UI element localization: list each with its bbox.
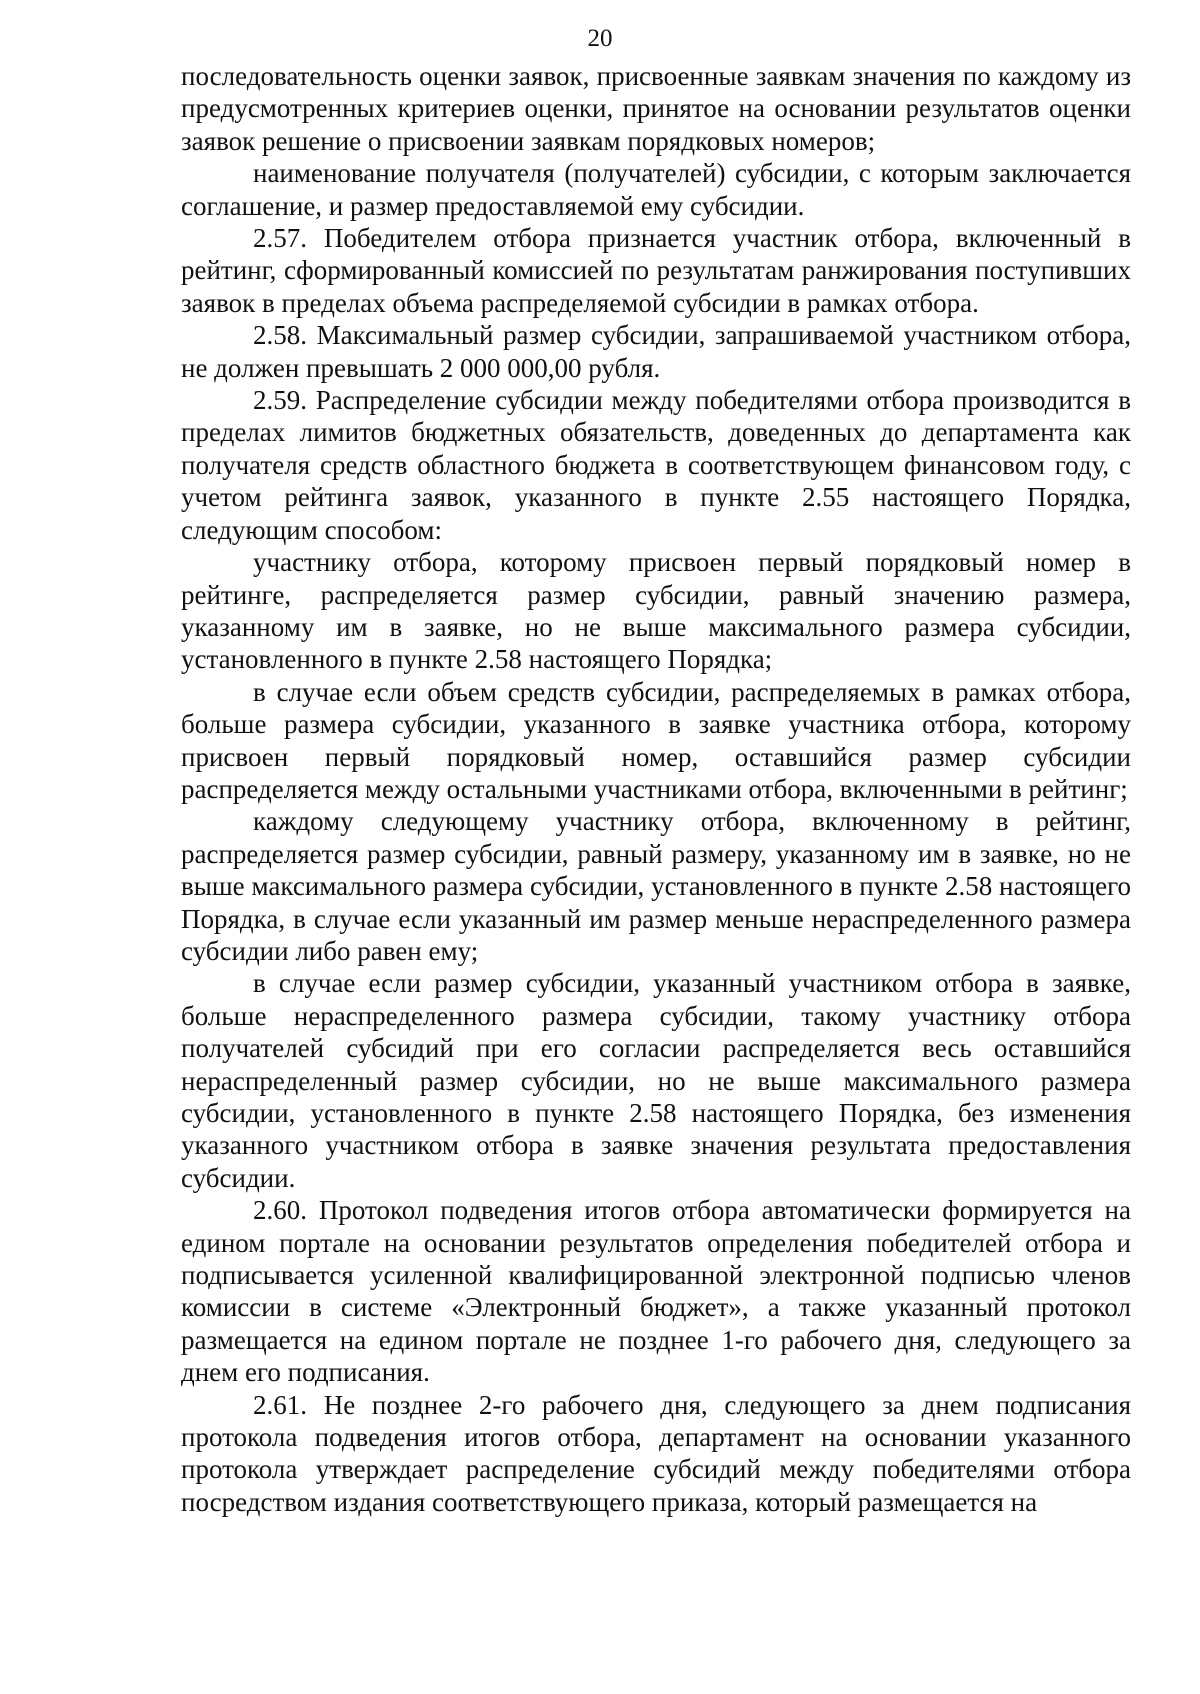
- paragraph-each-next-participant: каждому следующему участнику отбора, включенному в рейтинг, распределяется размер субсидии, равный размеру, указанному им в заявке, но не выше максимального размера субсидии, установленного в пункте 2.58 настоящего Порядка, в случае если указанный им размер меньше нераспределенного размера субсидии либо равен ему;: [181, 806, 1131, 966]
- paragraph-criteria-continuation: последовательность оценки заявок, присвоенные заявкам значения по каждому из предусмотренных критериев оценки, принятое на основании результатов оценки заявок решение о присвоении заявкам порядковых номеров;: [181, 61, 1131, 156]
- document-body: [181, 60, 1131, 1518]
- paragraph-2-60: 2.60. Протокол подведения итогов отбора автоматически формируется на едином портале на основании результатов определения победителей отбора и подписывается усиленной квалифицированной электронной подписью членов комиссии в системе «Электронный бюджет», а также указанный протокол размещается на едином портале не позднее 1-го рабочего дня, следующего за днем его подписания.: [181, 1195, 1131, 1388]
- paragraph-2-58: 2.58. Максимальный размер субсидии, запрашиваемой участником отбора, не должен превышать 2 000 000,00 рубля.: [181, 320, 1131, 383]
- paragraph-undistributed-remainder: в случае если размер субсидии, указанный участником отбора в заявке, больше нераспределенного размера субсидии, такому участнику отбора получателей субсидий при его согласии распределяется весь оставшийся нераспределенный размер субсидии, но не выше максимального размера субсидии, установленного в пункте 2.58 настоящего Порядка, без изменения указанного участником отбора в заявке значения результата предоставления субсидии.: [181, 968, 1131, 1193]
- paragraph-remaining-distribution: в случае если объем средств субсидии, распределяемых в рамках отбора, больше размера субсидии, указанного в заявке участника отбора, которому присвоен первый порядковый номер, оставшийся размер субсидии распределяется между остальными участниками отбора, включенными в рейтинг;: [181, 676, 1131, 804]
- page-number: 20: [587, 25, 613, 52]
- paragraph-first-participant: участнику отбора, которому присвоен первый порядковый номер в рейтинге, распределяется размер субсидии, равный значению размера, указанному им в заявке, но не выше максимального размера субсидии, установленного в пункте 2.58 настоящего Порядка;: [181, 547, 1131, 675]
- paragraph-2-61: 2.61. Не позднее 2-го рабочего дня, следующего за днем подписания протокола подведения итогов отбора, департамент на основании указанного протокола утверждает распределение субсидий между победителями отбора посредством издания соответствующего приказа, который размещается на: [181, 1389, 1131, 1517]
- paragraph-2-57: 2.57. Победителем отбора признается участник отбора, включенный в рейтинг, сформированный комиссией по результатам ранжирования поступивших заявок в пределах объема распределяемой субсидии в рамках отбора.: [181, 223, 1131, 318]
- paragraph-recipient-name: наименование получателя (получателей) субсидии, с которым заключается соглашение, и размер предоставляемой ему субсидии.: [181, 158, 1131, 221]
- paragraph-2-59: 2.59. Распределение субсидии между победителями отбора производится в пределах лимитов бюджетных обязательств, доведенных до департамента как получателя средств областного бюджета в соответствующем финансовом году, с учетом рейтинга заявок, указанного в пункте 2.55 настоящего Порядка, следующим способом:: [181, 385, 1131, 545]
